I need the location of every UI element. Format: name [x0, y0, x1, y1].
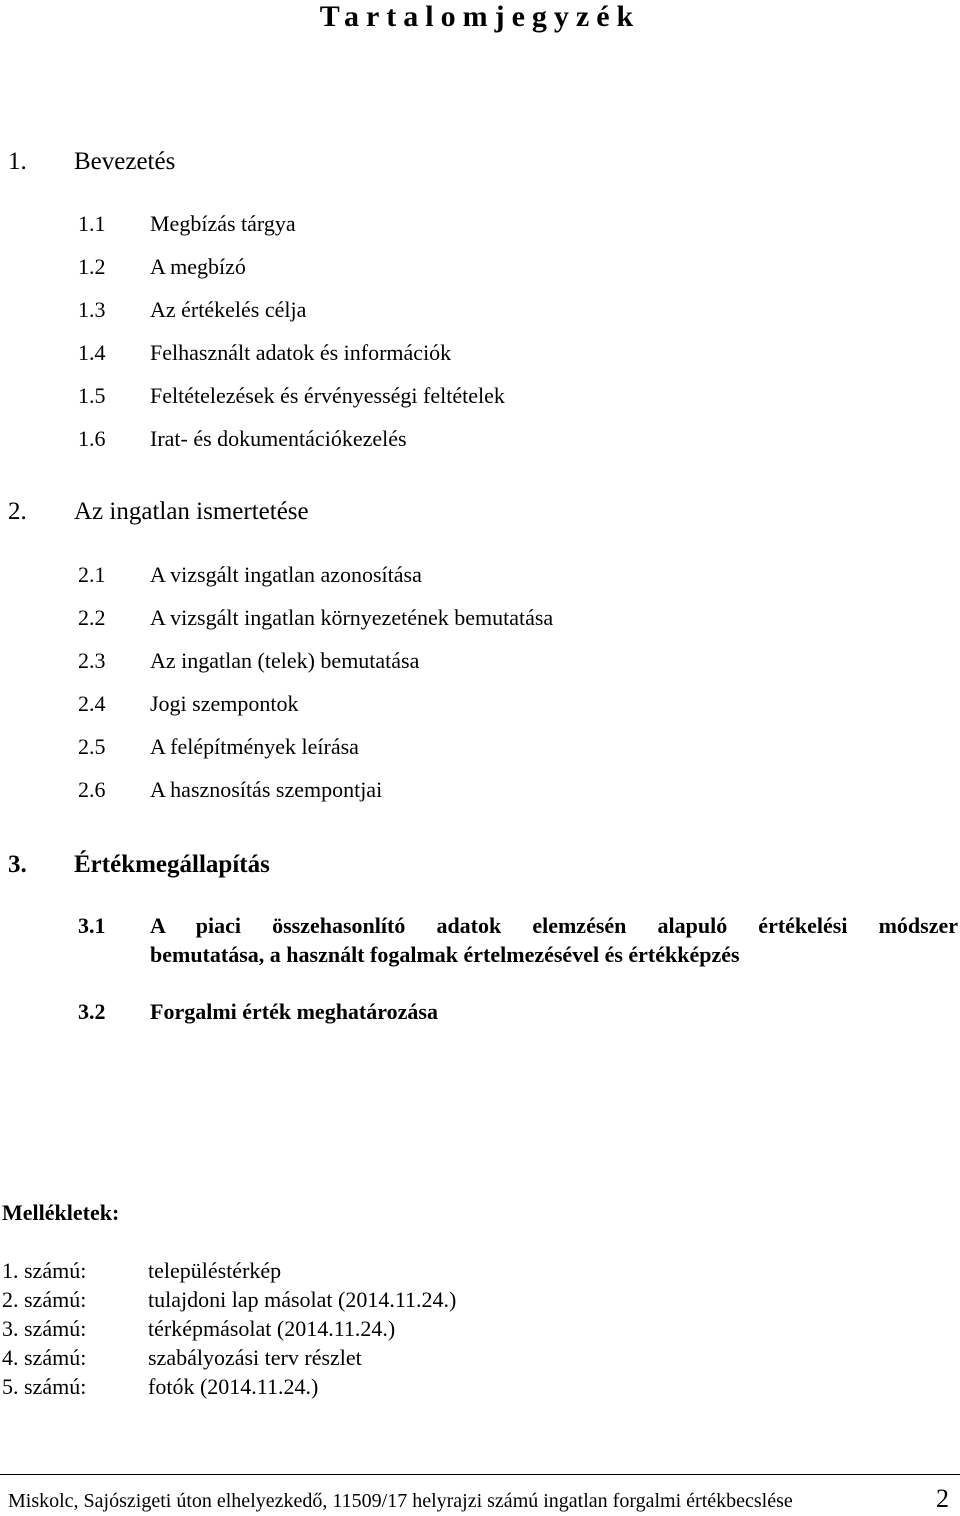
footer-divider [0, 1474, 960, 1475]
subsection-number: 3.2 [78, 999, 106, 1024]
subsection-title-line-1: A piaci összehasonlító adatok elemzésén alapuló értékelési módszer [150, 913, 958, 938]
subsection-number: 1.1 [78, 211, 106, 236]
subsection-title: A vizsgált ingatlan azonosítása [150, 562, 422, 587]
section-title: Bevezetés [74, 148, 176, 175]
subsection-number: 1.2 [78, 254, 106, 279]
section-title: Értékmegállapítás [74, 851, 270, 878]
subsection-title: A hasznosítás szempontjai [150, 777, 383, 802]
subsection-number: 2.6 [78, 777, 106, 802]
annex-number: 2. számú: [2, 1287, 87, 1312]
subsection-number: 2.2 [78, 605, 106, 630]
annex-number: 5. számú: [2, 1374, 87, 1399]
subsection-title: Az értékelés célja [150, 297, 307, 322]
subsection-title: Az ingatlan (telek) bemutatása [150, 648, 420, 673]
subsection-title: A vizsgált ingatlan környezetének bemutatása [150, 605, 554, 630]
document-title: Tartalomjegyzék [319, 0, 641, 33]
subsection-number: 1.3 [78, 297, 106, 322]
subsection-number: 1.5 [78, 383, 106, 408]
subsection-number: 2.4 [78, 691, 106, 716]
page-number: 2 [936, 1484, 949, 1513]
subsection-title: Jogi szempontok [150, 691, 299, 716]
annex-number: 4. számú: [2, 1345, 87, 1370]
footer-text: Miskolc, Sajószigeti úton elhelyezkedő, 11509/17 helyrajzi számú ingatlan forgalmi értékbecslése [8, 1490, 793, 1512]
section-number: 3. [8, 851, 27, 878]
annex-label: településtérkép [148, 1258, 282, 1283]
subsection-title: Forgalmi érték meghatározása [150, 999, 438, 1024]
annex-number: 3. számú: [2, 1316, 87, 1341]
section-number: 1. [8, 148, 27, 175]
subsection-title: Felhasznált adatok és információk [150, 340, 452, 365]
subsection-number: 1.4 [78, 340, 106, 365]
subsection-title-line-2: bemutatása, a használt fogalmak értelmezésével és értékképzés [150, 942, 740, 967]
annex-label: tulajdoni lap másolat (2014.11.24.) [148, 1287, 457, 1312]
subsection-number: 2.5 [78, 734, 106, 759]
annex-label: szabályozási terv részlet [148, 1345, 362, 1370]
subsection-title: Feltételezések és érvényességi feltételek [150, 383, 505, 408]
annex-label: fotók (2014.11.24.) [148, 1374, 319, 1399]
subsection-number: 2.3 [78, 648, 106, 673]
subsection-title: Irat- és dokumentációkezelés [150, 426, 407, 451]
subsection-title: A felépítmények leírása [150, 734, 359, 759]
subsection-number: 1.6 [78, 426, 106, 451]
annexes-heading: Mellékletek: [2, 1200, 120, 1225]
section-number: 2. [8, 498, 27, 525]
subsection-title: Megbízás tárgya [150, 211, 296, 236]
annex-number: 1. számú: [2, 1258, 87, 1283]
subsection-number: 2.1 [78, 562, 106, 587]
subsection-number: 3.1 [78, 913, 106, 938]
annex-label: térképmásolat (2014.11.24.) [148, 1316, 396, 1341]
section-title: Az ingatlan ismertetése [74, 498, 309, 525]
subsection-title: A megbízó [150, 254, 246, 279]
